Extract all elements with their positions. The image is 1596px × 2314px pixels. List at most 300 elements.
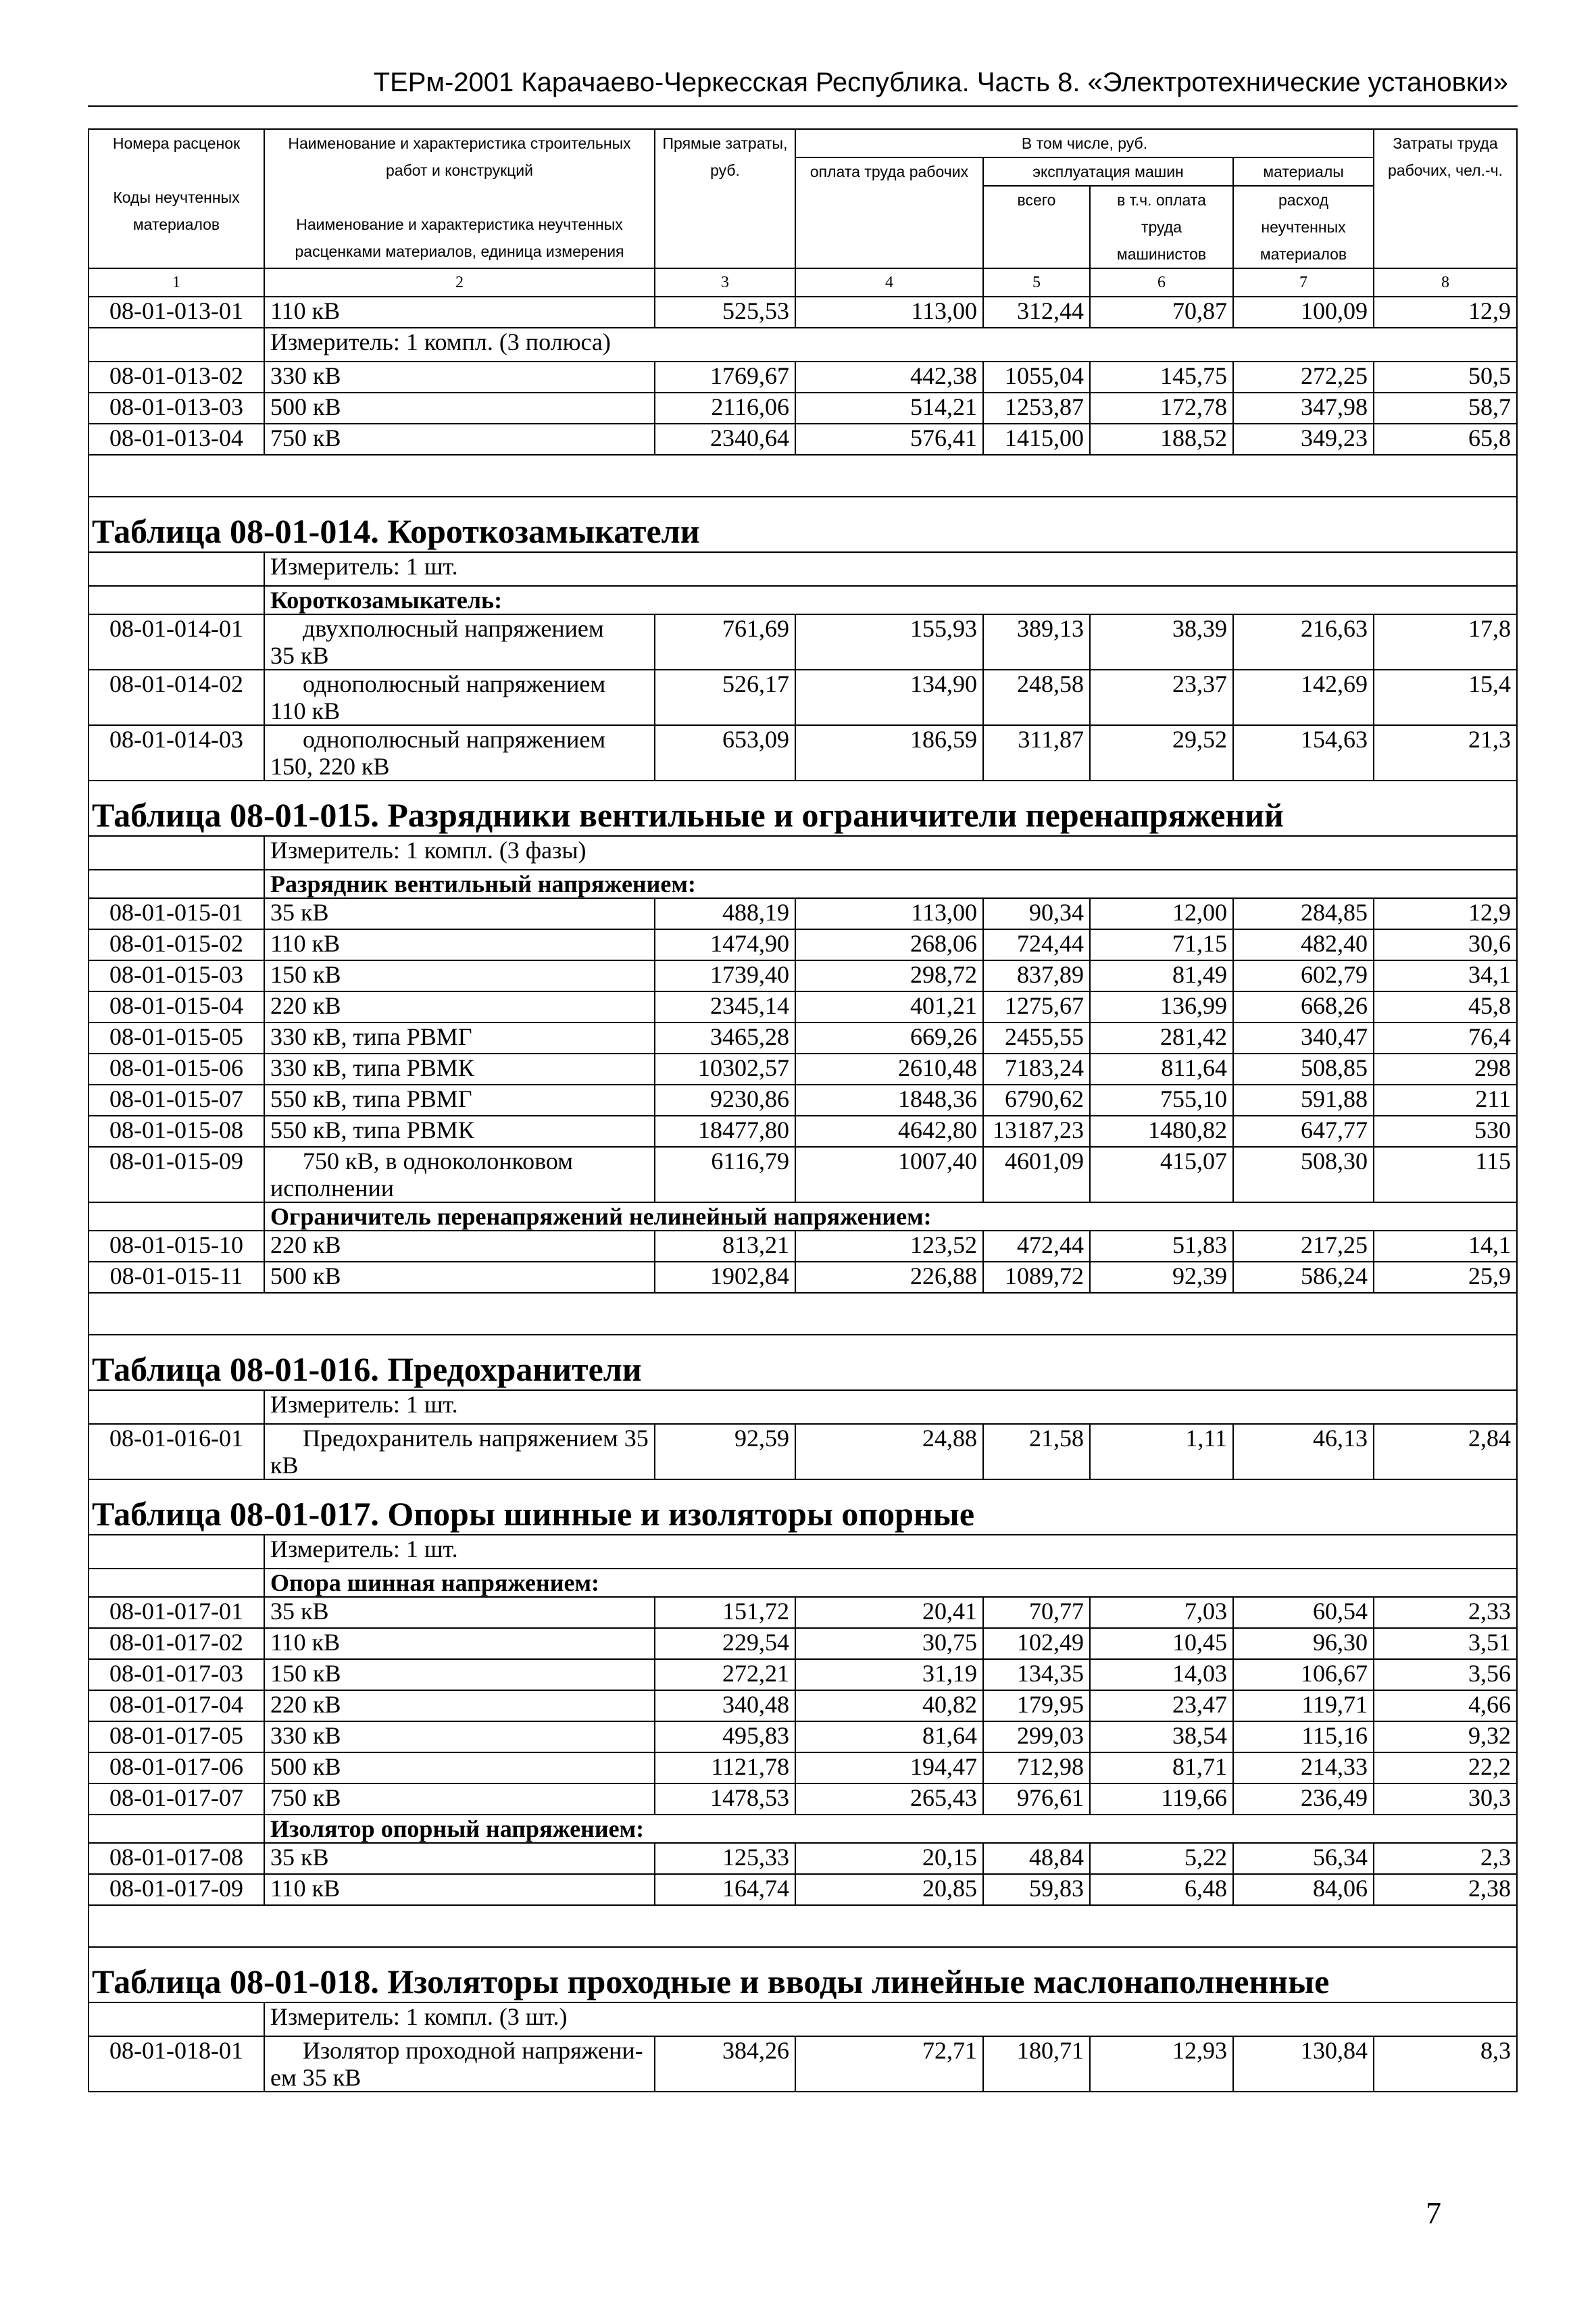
table-row (89, 898, 1517, 929)
table-row (89, 2036, 1517, 2092)
rate-value: 50,5 (1374, 362, 1517, 393)
rate-value: 48,84 (983, 1843, 1090, 1874)
rate-value: 229,54 (655, 1628, 795, 1659)
group-row-text: Изолятор опорный напряжением: (264, 1815, 1517, 1843)
rate-value: 602,79 (1233, 960, 1374, 991)
rate-value: 38,39 (1090, 614, 1233, 670)
rate-name: 750 кВ (264, 424, 655, 455)
rate-value: 349,23 (1233, 424, 1374, 455)
rate-name: 110 кВ (264, 1874, 655, 1905)
rate-value: 591,88 (1233, 1085, 1374, 1116)
rate-code: 08-01-017-08 (89, 1843, 264, 1874)
rate-value: 90,34 (983, 898, 1090, 929)
rate-value: 811,64 (1090, 1054, 1233, 1085)
rate-code: 08-01-015-01 (89, 898, 264, 929)
rate-value: 299,03 (983, 1721, 1090, 1752)
rate-value: 4642,80 (795, 1116, 983, 1147)
rate-name-line: однополюсный напряжением (303, 726, 606, 753)
measure-row (89, 836, 1517, 870)
rate-value: 508,85 (1233, 1054, 1374, 1085)
page-number: 7 (1426, 2196, 1441, 2230)
rate-value: 482,40 (1233, 929, 1374, 960)
rate-name: 550 кВ, типа РВМГ (264, 1085, 655, 1116)
rate-value: 38,54 (1090, 1721, 1233, 1752)
rate-value: 179,95 (983, 1690, 1090, 1721)
rate-value: 125,33 (655, 1843, 795, 1874)
rate-value: 2340,64 (655, 424, 795, 455)
rate-value: 248,58 (983, 670, 1090, 725)
table-row (89, 1783, 1517, 1815)
group-row-code-cell (89, 870, 264, 898)
rate-name-line: 110 кВ (270, 697, 341, 724)
column-number: 4 (795, 268, 983, 297)
table-row (89, 362, 1517, 393)
rate-name-line: 150, 220 кВ (270, 753, 390, 780)
table-row (89, 393, 1517, 424)
rate-value: 9,32 (1374, 1721, 1517, 1752)
rate-value: 18477,80 (655, 1116, 795, 1147)
rate-value: 21,3 (1374, 725, 1517, 781)
rate-value: 113,00 (795, 898, 983, 929)
rate-name: 35 кВ (264, 1597, 655, 1628)
rate-value: 647,77 (1233, 1116, 1374, 1147)
rate-name (264, 1424, 655, 1479)
column-number: 1 (89, 268, 264, 297)
rate-value: 164,74 (655, 1874, 795, 1905)
rate-value: 194,47 (795, 1752, 983, 1783)
rate-value: 1902,84 (655, 1262, 795, 1293)
column-number: 8 (1374, 268, 1517, 297)
rate-name-line: Предохранитель напряжением 35 (303, 1425, 649, 1452)
measure-row-text: Измеритель: 1 шт. (264, 1390, 1517, 1424)
col-header-total: всего (983, 186, 1090, 268)
rate-value: 20,41 (795, 1597, 983, 1628)
rate-value: 24,88 (795, 1424, 983, 1479)
rate-value: 51,83 (1090, 1231, 1233, 1262)
rate-value: 586,24 (1233, 1262, 1374, 1293)
rate-value: 136,99 (1090, 991, 1233, 1023)
rate-value: 145,75 (1090, 362, 1233, 393)
rate-value: 4,66 (1374, 1690, 1517, 1721)
table-row (89, 1874, 1517, 1905)
table-row (89, 1721, 1517, 1752)
table-row (89, 1147, 1517, 1202)
group-row (89, 586, 1517, 614)
col-header-operators: в т.ч. оплата труда машинистов (1090, 186, 1233, 268)
table-row (89, 1116, 1517, 1147)
table-row (89, 1597, 1517, 1628)
group-row (89, 1569, 1517, 1597)
rate-name: 500 кВ (264, 1752, 655, 1783)
rate-value: 20,85 (795, 1874, 983, 1905)
rate-value: 92,59 (655, 1424, 795, 1479)
measure-row (89, 552, 1517, 586)
rate-value: 12,00 (1090, 898, 1233, 929)
rate-code: 08-01-014-01 (89, 614, 264, 670)
rate-code: 08-01-017-01 (89, 1597, 264, 1628)
rate-value: 530 (1374, 1116, 1517, 1147)
rate-value: 526,17 (655, 670, 795, 725)
rate-code: 08-01-013-03 (89, 393, 264, 424)
col-header-including: В том числе, руб. (795, 129, 1374, 157)
rate-value: 2,84 (1374, 1424, 1517, 1479)
table-title-row (89, 1335, 1517, 1390)
rate-value: 186,59 (795, 725, 983, 781)
rate-code: 08-01-015-03 (89, 960, 264, 991)
table-title: Таблица 08-01-017. Опоры шинные и изоляторы опорные (89, 1479, 1517, 1535)
rate-value: 31,19 (795, 1659, 983, 1690)
rate-code: 08-01-015-02 (89, 929, 264, 960)
rate-value: 23,37 (1090, 670, 1233, 725)
rate-name (264, 670, 655, 725)
rate-value: 268,06 (795, 929, 983, 960)
rate-value: 14,1 (1374, 1231, 1517, 1262)
rate-value: 134,90 (795, 670, 983, 725)
rate-value: 653,09 (655, 725, 795, 781)
rate-code: 08-01-015-08 (89, 1116, 264, 1147)
rate-value: 265,43 (795, 1783, 983, 1815)
spacer-row (89, 455, 1517, 497)
rate-value: 1480,82 (1090, 1116, 1233, 1147)
rate-code: 08-01-017-07 (89, 1783, 264, 1815)
rate-value: 514,21 (795, 393, 983, 424)
measure-row-text: Измеритель: 1 компл. (3 фазы) (264, 836, 1517, 870)
rate-value: 119,71 (1233, 1690, 1374, 1721)
rate-value: 384,26 (655, 2036, 795, 2092)
rate-value: 813,21 (655, 1231, 795, 1262)
table-row (89, 1752, 1517, 1783)
table-row (89, 1085, 1517, 1116)
rate-name-line: ем 35 кВ (270, 2064, 361, 2091)
rate-code: 08-01-017-09 (89, 1874, 264, 1905)
rate-value: 1478,53 (655, 1783, 795, 1815)
rate-value: 442,38 (795, 362, 983, 393)
rate-name-line: кВ (270, 1452, 299, 1479)
rate-name: 35 кВ (264, 1843, 655, 1874)
spacer-row (89, 1293, 1517, 1335)
rate-code: 08-01-017-04 (89, 1690, 264, 1721)
rate-value: 712,98 (983, 1752, 1090, 1783)
rate-code: 08-01-013-01 (89, 297, 264, 328)
rate-value: 311,87 (983, 725, 1090, 781)
rate-value: 837,89 (983, 960, 1090, 991)
table-row (89, 1690, 1517, 1721)
rate-value: 96,30 (1233, 1628, 1374, 1659)
rate-name (264, 614, 655, 670)
measure-row-text: Измеритель: 1 компл. (3 полюса) (264, 328, 1517, 362)
rate-value: 2,33 (1374, 1597, 1517, 1628)
group-row-text: Опора шинная напряжением: (264, 1569, 1517, 1597)
rate-name: 150 кВ (264, 960, 655, 991)
rate-value: 2,38 (1374, 1874, 1517, 1905)
rate-code: 08-01-015-09 (89, 1147, 264, 1202)
rate-value: 60,54 (1233, 1597, 1374, 1628)
rate-value: 130,84 (1233, 2036, 1374, 2092)
rate-name: 110 кВ (264, 1628, 655, 1659)
spacer-cell (89, 1905, 1517, 1947)
rate-value: 7,03 (1090, 1597, 1233, 1628)
rate-code: 08-01-015-05 (89, 1023, 264, 1054)
rate-value: 3,56 (1374, 1659, 1517, 1690)
measure-row-code-cell (89, 552, 264, 586)
rate-value: 415,07 (1090, 1147, 1233, 1202)
rate-value: 3,51 (1374, 1628, 1517, 1659)
table-row (89, 1659, 1517, 1690)
rate-name-line: 35 кВ (270, 642, 329, 669)
col-header-labor: Затраты труда рабочих, чел.-ч. (1374, 129, 1517, 268)
rate-name: 330 кВ, типа РВМК (264, 1054, 655, 1085)
rate-value: 20,15 (795, 1843, 983, 1874)
rate-value: 81,49 (1090, 960, 1233, 991)
table-row (89, 960, 1517, 991)
group-row-code-cell (89, 586, 264, 614)
rate-value: 6,48 (1090, 1874, 1233, 1905)
spacer-cell (89, 1293, 1517, 1335)
rate-value: 70,77 (983, 1597, 1090, 1628)
rate-name: 220 кВ (264, 1690, 655, 1721)
rate-code: 08-01-018-01 (89, 2036, 264, 2092)
rate-value: 216,63 (1233, 614, 1374, 670)
col-header-codes: Номера расценок Коды неучтенных материалов (89, 129, 264, 268)
rate-value: 1739,40 (655, 960, 795, 991)
column-number: 5 (983, 268, 1090, 297)
measure-row-code-cell (89, 836, 264, 870)
rate-name-line: двухполюсный напряжением (303, 615, 604, 642)
rate-code: 08-01-017-03 (89, 1659, 264, 1690)
rate-value: 115,16 (1233, 1721, 1374, 1752)
rate-value: 30,75 (795, 1628, 983, 1659)
rate-name: 330 кВ, типа РВМГ (264, 1023, 655, 1054)
column-number: 6 (1090, 268, 1233, 297)
rate-value: 226,88 (795, 1262, 983, 1293)
rate-value: 70,87 (1090, 297, 1233, 328)
rate-value: 284,85 (1233, 898, 1374, 929)
rate-name: 330 кВ (264, 1721, 655, 1752)
rate-value: 115 (1374, 1147, 1517, 1202)
rate-value: 6116,79 (655, 1147, 795, 1202)
rate-code: 08-01-015-06 (89, 1054, 264, 1085)
page-header-title: ТЕРм-2001 Карачаево-Черкесская Республика. Часть 8. «Электротехнические установки» (373, 68, 1508, 97)
rate-value: 45,8 (1374, 991, 1517, 1023)
group-row-text: Короткозамыкатель: (264, 586, 1517, 614)
rate-value: 12,93 (1090, 2036, 1233, 2092)
rate-value: 1415,00 (983, 424, 1090, 455)
rate-value: 761,69 (655, 614, 795, 670)
measure-row (89, 1535, 1517, 1569)
rate-value: 214,33 (1233, 1752, 1374, 1783)
measure-row (89, 328, 1517, 362)
spacer-row (89, 1905, 1517, 1947)
rate-value: 3465,28 (655, 1023, 795, 1054)
rate-value: 2345,14 (655, 991, 795, 1023)
table-row (89, 297, 1517, 328)
rate-value: 106,67 (1233, 1659, 1374, 1690)
rate-value: 1474,90 (655, 929, 795, 960)
rate-value: 151,72 (655, 1597, 795, 1628)
rate-value: 134,35 (983, 1659, 1090, 1690)
table-row (89, 1231, 1517, 1262)
rate-value: 22,2 (1374, 1752, 1517, 1783)
rate-value: 2,3 (1374, 1843, 1517, 1874)
rate-code: 08-01-015-11 (89, 1262, 264, 1293)
table-row (89, 991, 1517, 1023)
rate-code: 08-01-013-04 (89, 424, 264, 455)
rate-value: 23,47 (1090, 1690, 1233, 1721)
table-title-row (89, 497, 1517, 552)
measure-row-text: Измеритель: 1 шт. (264, 1535, 1517, 1569)
rate-value: 4601,09 (983, 1147, 1090, 1202)
table-title-row (89, 1947, 1517, 2002)
rate-value: 59,83 (983, 1874, 1090, 1905)
rate-value: 389,13 (983, 614, 1090, 670)
rate-name-line: однополюсный напряжением (303, 670, 606, 697)
rate-name: 110 кВ (264, 929, 655, 960)
measure-row-code-cell (89, 328, 264, 362)
rate-code: 08-01-015-07 (89, 1085, 264, 1116)
rate-value: 576,41 (795, 424, 983, 455)
rate-value: 272,25 (1233, 362, 1374, 393)
rate-value: 488,19 (655, 898, 795, 929)
rate-value: 71,15 (1090, 929, 1233, 960)
header-row-1 (89, 129, 1517, 157)
rate-value: 472,44 (983, 1231, 1090, 1262)
rate-value: 76,4 (1374, 1023, 1517, 1054)
rate-value: 13187,23 (983, 1116, 1090, 1147)
rate-value: 29,52 (1090, 725, 1233, 781)
rate-value: 211 (1374, 1085, 1517, 1116)
rate-name-line: исполнении (270, 1175, 395, 1202)
rate-name (264, 725, 655, 781)
group-row-text: Разрядник вентильный напряжением: (264, 870, 1517, 898)
table-row (89, 614, 1517, 670)
rate-value: 72,71 (795, 2036, 983, 2092)
column-numbers-row (89, 268, 1517, 297)
rate-code: 08-01-017-06 (89, 1752, 264, 1783)
rate-value: 14,03 (1090, 1659, 1233, 1690)
rate-value: 976,61 (983, 1783, 1090, 1815)
measure-row-code-cell (89, 1535, 264, 1569)
column-number: 3 (655, 268, 795, 297)
table-title: Таблица 08-01-015. Разрядники вентильные и ограничители перенапряжений (89, 781, 1517, 836)
rate-value: 495,83 (655, 1721, 795, 1752)
rate-value: 172,78 (1090, 393, 1233, 424)
group-row-text: Ограничитель перенапряжений нелинейный напряжением: (264, 1202, 1517, 1231)
rate-value: 340,48 (655, 1690, 795, 1721)
rates-table (88, 128, 1518, 2092)
rate-value: 25,9 (1374, 1262, 1517, 1293)
rate-value: 340,47 (1233, 1023, 1374, 1054)
rate-name: 550 кВ, типа РВМК (264, 1116, 655, 1147)
rate-code: 08-01-016-01 (89, 1424, 264, 1479)
group-row-code-cell (89, 1202, 264, 1231)
rate-value: 8,3 (1374, 2036, 1517, 2092)
rate-code: 08-01-015-04 (89, 991, 264, 1023)
col-header-wages: оплата труда рабочих (795, 157, 983, 268)
rate-value: 312,44 (983, 297, 1090, 328)
rate-value: 123,52 (795, 1231, 983, 1262)
rate-value: 525,53 (655, 297, 795, 328)
rate-value: 1275,67 (983, 991, 1090, 1023)
rate-value: 508,30 (1233, 1147, 1374, 1202)
measure-row-text: Измеритель: 1 шт. (264, 552, 1517, 586)
rate-value: 7183,24 (983, 1054, 1090, 1085)
rate-name: 150 кВ (264, 1659, 655, 1690)
rate-value: 154,63 (1233, 725, 1374, 781)
group-row (89, 870, 1517, 898)
rate-value: 30,3 (1374, 1783, 1517, 1815)
rate-value: 56,34 (1233, 1843, 1374, 1874)
col-header-materials: материалы (1233, 157, 1374, 186)
rate-value: 21,58 (983, 1424, 1090, 1479)
rate-value: 298 (1374, 1054, 1517, 1085)
rate-value: 34,1 (1374, 960, 1517, 991)
table-row (89, 725, 1517, 781)
rate-value: 347,98 (1233, 393, 1374, 424)
rate-value: 236,49 (1233, 1783, 1374, 1815)
column-number: 7 (1233, 268, 1374, 297)
rate-name (264, 1147, 655, 1202)
rate-value: 113,00 (795, 297, 983, 328)
group-row-code-cell (89, 1569, 264, 1597)
table-title: Таблица 08-01-014. Короткозамыкатели (89, 497, 1517, 552)
measure-row (89, 1390, 1517, 1424)
measure-row (89, 2002, 1517, 2036)
table-row (89, 670, 1517, 725)
rate-value: 17,8 (1374, 614, 1517, 670)
rate-value: 46,13 (1233, 1424, 1374, 1479)
rate-value: 724,44 (983, 929, 1090, 960)
rate-name: 220 кВ (264, 991, 655, 1023)
rate-value: 1,11 (1090, 1424, 1233, 1479)
col-header-direct-costs: Прямые затраты, руб. (655, 129, 795, 268)
table-title: Таблица 08-01-016. Предохранители (89, 1335, 1517, 1390)
rate-value: 102,49 (983, 1628, 1090, 1659)
table-row (89, 1054, 1517, 1085)
rate-value: 5,22 (1090, 1843, 1233, 1874)
rate-name-line: 750 кВ, в одноколонковом (303, 1148, 573, 1175)
rate-value: 10302,57 (655, 1054, 795, 1085)
rate-value: 1007,40 (795, 1147, 983, 1202)
table-title-row (89, 1479, 1517, 1535)
rate-value: 142,69 (1233, 670, 1374, 725)
col-header-material-use: расход неучтенных материалов (1233, 186, 1374, 268)
rate-value: 272,21 (655, 1659, 795, 1690)
rate-value: 217,25 (1233, 1231, 1374, 1262)
rate-value: 1848,36 (795, 1085, 983, 1116)
rate-value: 180,71 (983, 2036, 1090, 2092)
rate-value: 100,09 (1233, 297, 1374, 328)
rate-value: 1055,04 (983, 362, 1090, 393)
measure-row-code-cell (89, 1390, 264, 1424)
rate-value: 81,64 (795, 1721, 983, 1752)
rate-value: 12,9 (1374, 898, 1517, 929)
rate-value: 2116,06 (655, 393, 795, 424)
rate-value: 10,45 (1090, 1628, 1233, 1659)
rate-value: 668,26 (1233, 991, 1374, 1023)
rate-code: 08-01-015-10 (89, 1231, 264, 1262)
rate-value: 6790,62 (983, 1085, 1090, 1116)
group-row (89, 1815, 1517, 1843)
rate-value: 281,42 (1090, 1023, 1233, 1054)
rate-value: 30,6 (1374, 929, 1517, 960)
measure-row-code-cell (89, 2002, 264, 2036)
rate-value: 188,52 (1090, 424, 1233, 455)
rate-code: 08-01-017-05 (89, 1721, 264, 1752)
table-title-row (89, 781, 1517, 836)
rate-value: 84,06 (1233, 1874, 1374, 1905)
col-header-machines: эксплуатация машин (983, 157, 1233, 186)
rate-value: 1089,72 (983, 1262, 1090, 1293)
